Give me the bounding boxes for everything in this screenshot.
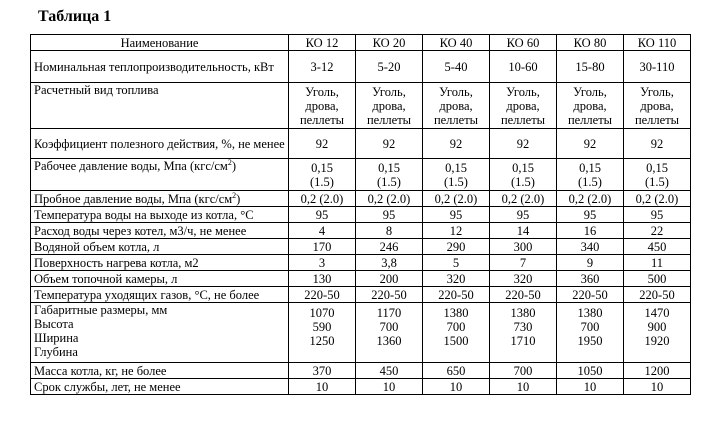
cell-value: 650 — [423, 363, 490, 379]
table-row — [31, 303, 691, 363]
row-label: Расход воды через котел, м3/ч, не менее — [31, 223, 289, 239]
cell-value: 92 — [356, 129, 423, 159]
cell-value: Уголь, дрова, пеллеты — [423, 83, 490, 129]
table-row — [31, 51, 691, 83]
cell-value: 0,2 (2.0) — [356, 191, 423, 207]
cell-value: 220-50 — [490, 287, 557, 303]
cell-value: 1380 700 1950 — [557, 303, 624, 363]
table-row — [31, 191, 691, 207]
table-title: Таблица 1 — [38, 8, 112, 25]
table-row — [31, 223, 691, 239]
cell-value: 300 — [490, 239, 557, 255]
header-model: КО 12 — [289, 35, 356, 51]
cell-value: Уголь, дрова, пеллеты — [356, 83, 423, 129]
cell-value: 95 — [624, 207, 691, 223]
row-label: Объем топочной камеры, л — [31, 271, 289, 287]
cell-value: 15-80 — [557, 51, 624, 83]
table-row — [31, 239, 691, 255]
cell-value: 10 — [557, 379, 624, 395]
cell-value: 95 — [289, 207, 356, 223]
cell-value: 30-110 — [624, 51, 691, 83]
row-label: Габаритные размеры, мм Высота Ширина Глубина — [31, 303, 289, 363]
cell-value: 0,15 (1.5) — [423, 159, 490, 191]
cell-value: 95 — [557, 207, 624, 223]
specs-table — [30, 34, 691, 395]
cell-value: 92 — [557, 129, 624, 159]
cell-value: 450 — [624, 239, 691, 255]
cell-value: 0,15 (1.5) — [490, 159, 557, 191]
row-label: Поверхность нагрева котла, м2 — [31, 255, 289, 271]
cell-value: 92 — [423, 129, 490, 159]
cell-value: 320 — [423, 271, 490, 287]
cell-value: 92 — [624, 129, 691, 159]
cell-value: 95 — [356, 207, 423, 223]
cell-value: 3,8 — [356, 255, 423, 271]
cell-value: 5-40 — [423, 51, 490, 83]
cell-value: 11 — [624, 255, 691, 271]
cell-value: 10 — [624, 379, 691, 395]
cell-value: 340 — [557, 239, 624, 255]
cell-value: 3 — [289, 255, 356, 271]
row-label — [31, 159, 289, 191]
table-row — [31, 255, 691, 271]
cell-value: 220-50 — [624, 287, 691, 303]
cell-value: 370 — [289, 363, 356, 379]
header-model: КО 80 — [557, 35, 624, 51]
row-label: Температура воды на выходе из котла, °С — [31, 207, 289, 223]
cell-value: Уголь, дрова, пеллеты — [624, 83, 691, 129]
table-row — [31, 159, 691, 191]
cell-value: 290 — [423, 239, 490, 255]
cell-value: 95 — [423, 207, 490, 223]
cell-value: 360 — [557, 271, 624, 287]
cell-value: Уголь, дрова, пеллеты — [557, 83, 624, 129]
cell-value: 1050 — [557, 363, 624, 379]
row-label-end: ) — [236, 191, 241, 206]
cell-value: 1170 700 1360 — [356, 303, 423, 363]
cell-value: 1070 590 1250 — [289, 303, 356, 363]
cell-value: 10 — [423, 379, 490, 395]
cell-value: 5 — [423, 255, 490, 271]
cell-value: 10 — [490, 379, 557, 395]
cell-value: 0,15 (1.5) — [289, 159, 356, 191]
cell-value: 1470 900 1920 — [624, 303, 691, 363]
cell-value: 450 — [356, 363, 423, 379]
cell-value: 8 — [356, 223, 423, 239]
cell-value: 16 — [557, 223, 624, 239]
cell-value: 0,2 (2.0) — [423, 191, 490, 207]
row-label-sup: 2 — [227, 157, 232, 167]
cell-value: 7 — [490, 255, 557, 271]
cell-value: 320 — [490, 271, 557, 287]
row-label: Расчетный вид топлива — [31, 83, 289, 129]
header-model: КО 40 — [423, 35, 490, 51]
row-label: Номинальная теплопроизводительность, кВт — [31, 51, 289, 83]
row-label — [31, 191, 289, 207]
header-name: Наименование — [31, 35, 289, 51]
cell-value: 4 — [289, 223, 356, 239]
row-label: Температура уходящих газов, °С, не более — [31, 287, 289, 303]
row-label-main: Пробное давление воды, Мпа (кгс/см — [34, 191, 233, 206]
cell-value: 170 — [289, 239, 356, 255]
row-label: Срок службы, лет, не менее — [31, 379, 289, 395]
table-row — [31, 287, 691, 303]
table-row — [31, 207, 691, 223]
table-row — [31, 129, 691, 159]
cell-value: 1200 — [624, 363, 691, 379]
cell-value: 220-50 — [423, 287, 490, 303]
cell-value: Уголь, дрова, пеллеты — [490, 83, 557, 129]
cell-value: 130 — [289, 271, 356, 287]
header-model: КО 60 — [490, 35, 557, 51]
row-label-end: ) — [231, 159, 236, 173]
cell-value: Уголь, дрова, пеллеты — [289, 83, 356, 129]
table-row — [31, 363, 691, 379]
cell-value: 0,2 (2.0) — [557, 191, 624, 207]
cell-value: 95 — [490, 207, 557, 223]
header-model: КО 20 — [356, 35, 423, 51]
cell-value: 92 — [289, 129, 356, 159]
cell-value: 0,15 (1.5) — [356, 159, 423, 191]
cell-value: 220-50 — [557, 287, 624, 303]
cell-value: 200 — [356, 271, 423, 287]
cell-value: 1380 730 1710 — [490, 303, 557, 363]
cell-value: 0,15 (1.5) — [624, 159, 691, 191]
cell-value: 14 — [490, 223, 557, 239]
header-model: КО 110 — [624, 35, 691, 51]
cell-value: 0,15 (1.5) — [557, 159, 624, 191]
cell-value: 92 — [490, 129, 557, 159]
cell-value: 0,2 (2.0) — [289, 191, 356, 207]
cell-value: 700 — [490, 363, 557, 379]
cell-value: 220-50 — [356, 287, 423, 303]
row-label: Коэффициент полезного действия, %, не менее — [31, 129, 289, 159]
row-label-sup: 2 — [232, 190, 237, 200]
header-row — [31, 35, 691, 51]
cell-value: 220-50 — [289, 287, 356, 303]
cell-value: 3-12 — [289, 51, 356, 83]
table-row — [31, 271, 691, 287]
cell-value: 10-60 — [490, 51, 557, 83]
cell-value: 10 — [356, 379, 423, 395]
cell-value: 0,2 (2.0) — [624, 191, 691, 207]
table-row — [31, 379, 691, 395]
cell-value: 1380 700 1500 — [423, 303, 490, 363]
row-label-main: Рабочее давление воды, Мпа (кгс/см — [34, 159, 228, 173]
cell-value: 5-20 — [356, 51, 423, 83]
cell-value: 12 — [423, 223, 490, 239]
cell-value: 9 — [557, 255, 624, 271]
cell-value: 0,2 (2.0) — [490, 191, 557, 207]
cell-value: 10 — [289, 379, 356, 395]
row-label: Водяной объем котла, л — [31, 239, 289, 255]
cell-value: 500 — [624, 271, 691, 287]
row-label: Масса котла, кг, не более — [31, 363, 289, 379]
cell-value: 246 — [356, 239, 423, 255]
cell-value: 22 — [624, 223, 691, 239]
table-row — [31, 83, 691, 129]
